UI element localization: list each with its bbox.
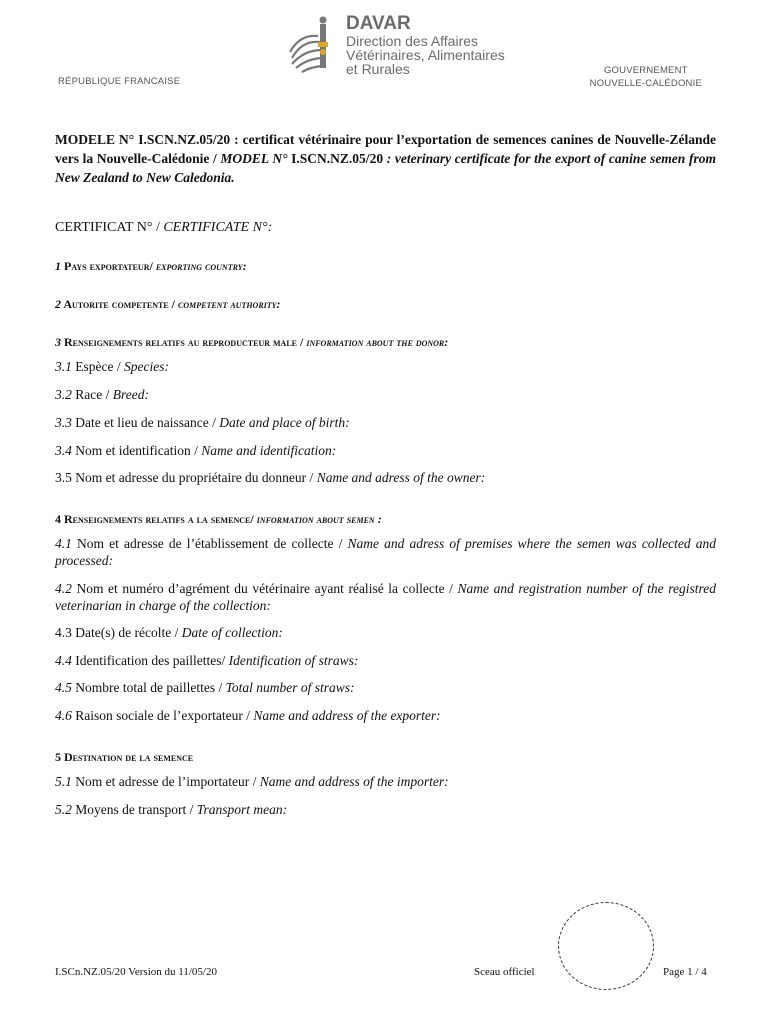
item-4-4: 4.4 Identification des paillettes/ Identification of straws: (55, 653, 359, 668)
item-3-2: 3.2 Race / Breed: (55, 387, 149, 402)
footer-version: I.SCn.NZ.05/20 Version du 11/05/20 (55, 966, 217, 978)
item-3-5: 3.5 Nom et adresse du propriétaire du donneur / Name and adress of the owner: (55, 470, 486, 485)
item-4-5: 4.5 Nombre total de paillettes / Total number of straws: (55, 680, 355, 695)
item-4-1: 4.1 Nom et adresse de l’établissement de collecte / Name and adress of premises where the semen was collected and processed: (55, 536, 716, 568)
official-seal-circle (558, 902, 654, 990)
title-fr: MODELE N° I.SCN.NZ.05/20 : certificat vétérinaire pour l’exportation de semences canines de Nouvelle-Zélande vers la Nouvelle-Calédonie / (55, 132, 716, 166)
title-en-rest: : veterinary certificate for the export of canine semen from New Zealand to New Caledonia. (55, 151, 716, 185)
davar-title-block (346, 14, 505, 76)
org-name: DAVAR (346, 13, 411, 34)
certificate-en: CERTIFICATE N°: (163, 220, 273, 235)
certificate-fr: CERTIFICAT N° / (55, 220, 164, 235)
item-4-2: 4.2 Nom et numéro d’agrément du vétérinaire ayant réalisé la collecte / Name and registration number of the registred veterinarian in charge of the collection: (55, 581, 716, 613)
org-line-3: et Rurales (346, 61, 410, 77)
item-3-3: 3.3 Date et lieu de naissance / Date and place of birth: (55, 415, 350, 430)
section-5-heading: 5 Destination de la semence (55, 750, 194, 764)
section-3-heading: 3 Renseignements relatifs au reproducteur male / information about the donor: (55, 335, 449, 349)
section-4-heading: 4 Renseignements relatifs a la semence/ information about semen : (55, 512, 382, 526)
item-3-1: 3.1 Espèce / Species: (55, 359, 169, 374)
org-line-2: Vétérinaires, Alimentaires (346, 47, 505, 63)
org-line-1: Direction des Affaires (346, 33, 479, 49)
title-en-code: I.SCN.NZ.05/20 (287, 151, 384, 166)
item-4-6: 4.6 Raison sociale de l’exportateur / Name and address of the exporter: (55, 708, 441, 723)
document-header (0, 0, 770, 100)
davar-logo-icon (282, 12, 346, 76)
item-4-3: 4.3 Date(s) de récolte / Date of collection: (55, 625, 283, 640)
republic-label: RÉPUBLIQUE FRANCAISE (58, 76, 181, 87)
model-title (55, 130, 716, 187)
government-line-1: GOUVERNEMENT (603, 65, 688, 76)
government-line-2: NOUVELLE-CALÉDONIE (589, 78, 702, 89)
item-5-2: 5.2 Moyens de transport / Transport mean: (55, 802, 288, 817)
item-3-4: 3.4 Nom et identification / Name and identification: (55, 443, 337, 458)
footer-seal-label: Sceau officiel (474, 966, 535, 978)
title-en-model: MODEL N° (220, 151, 288, 166)
government-label (590, 64, 702, 90)
item-5-1: 5.1 Nom et adresse de l’importateur / Name and address of the importer: (55, 774, 449, 789)
footer-page-number: Page 1 / 4 (663, 966, 707, 978)
section-2-heading: 2 Autorite competente / competent authority: (55, 297, 281, 311)
certificate-number (55, 220, 716, 236)
section-1-heading: 1 Pays exportateur/ exporting country: (55, 259, 247, 273)
